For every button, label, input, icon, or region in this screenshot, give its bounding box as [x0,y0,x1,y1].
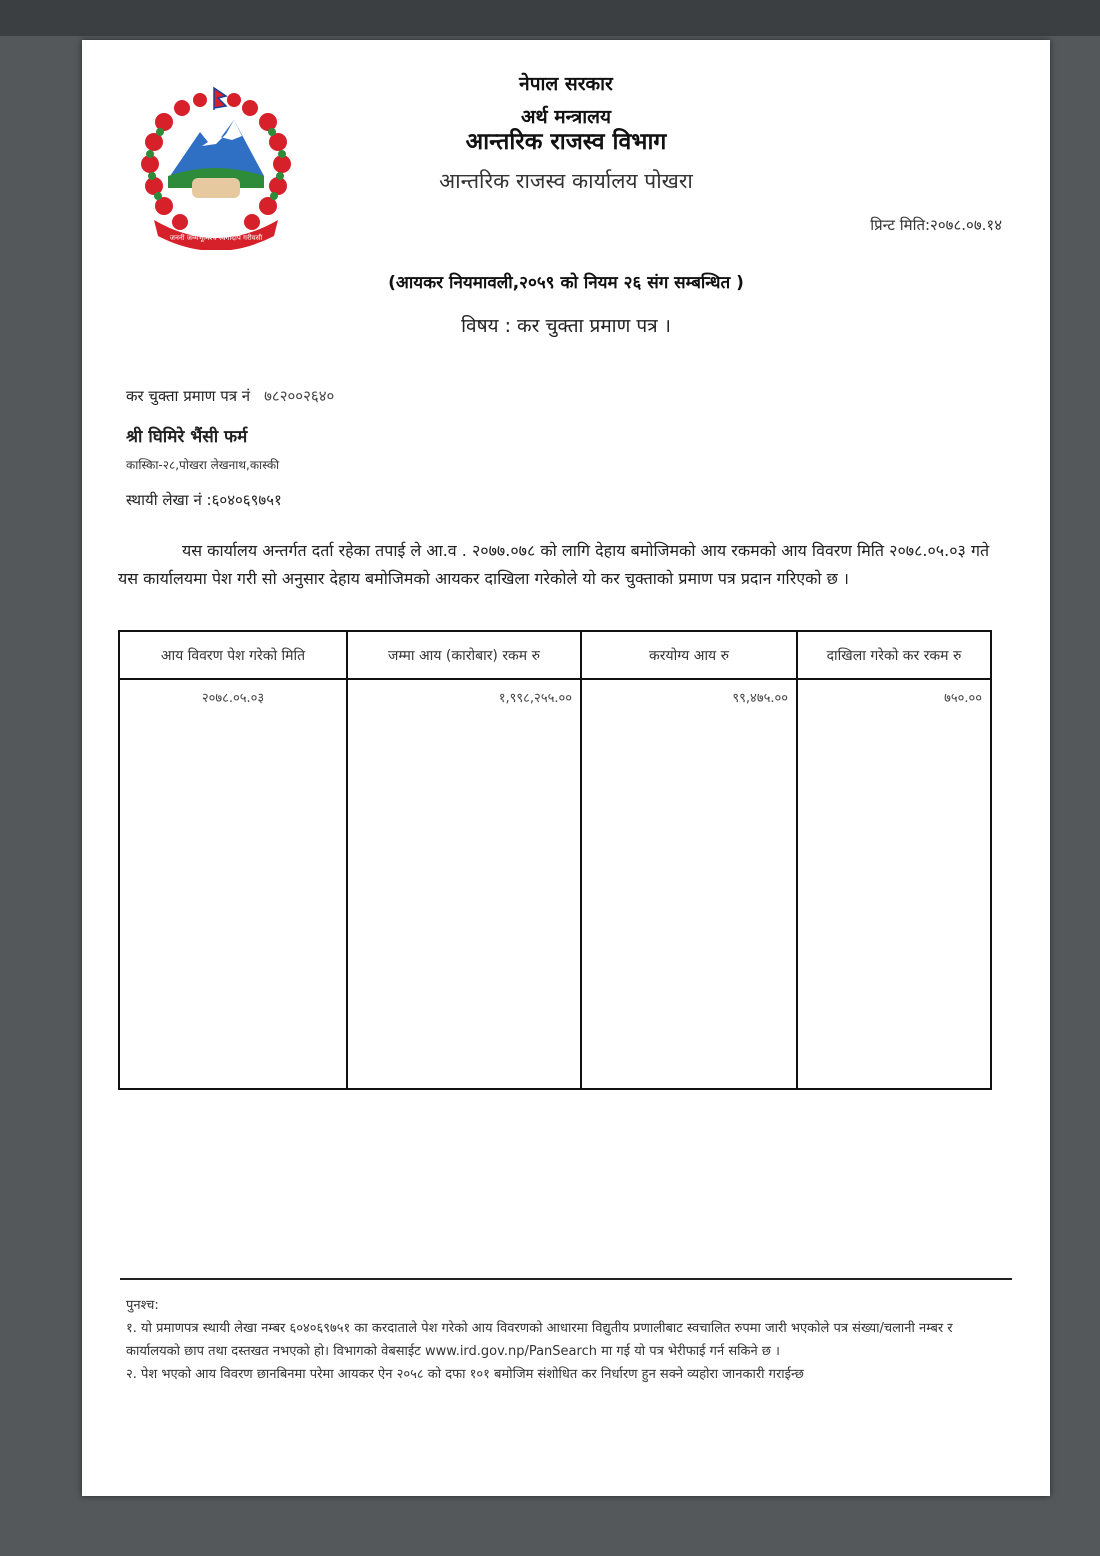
table-row [119,679,991,1089]
header-government: नेपाल सरकार [519,73,613,95]
footnotes [126,1294,1006,1386]
column-header-total-income: जम्मा आय (कारोबार) रकम रु [347,631,581,679]
header-office: आन्तरिक राजस्व कार्यालय पोखरा [439,169,693,193]
footnotes-title: पुनश्च: [126,1298,159,1313]
footnote-item: २. पेश भएको आय विवरण छानबिनमा परेमा आयकर ऐन २०५८ को दफा १०१ बमोजिम संशोधित कर निर्धारण हुन सक्ने व्यहोरा जानकारी गराईन्छ [126,1367,804,1382]
certificate-number-label: कर चुक्ता प्रमाण पत्र नं [126,387,251,405]
emblem-ribbon-text: जननी जन्मभूमिश्च स्वर्गादपि गरीयसी [169,234,263,242]
taxpayer-address: कास्किा-२८,पोखरा लेखनाथ,कास्की [126,458,280,472]
column-header-tax-paid: दाखिला गरेको कर रकम रु [797,631,991,679]
column-header-filing-date: आय विवरण पेश गरेको मिति [119,631,347,679]
pan-label: स्थायी लेखा नं : [126,491,212,509]
cell-tax-paid: ७५०.०० [797,679,991,1089]
viewer-toolbar [0,0,1100,36]
pan-line [126,490,282,510]
document-page [82,40,1050,1496]
document-subject: विषय : कर चुक्ता प्रमाण पत्र । [461,315,671,337]
pan-number: ६०४०६९७५१ [211,491,282,509]
footnote-item: १. यो प्रमाणपत्र स्थायी लेखा नम्बर ६०४०६९७५१ का करदाताले पेश गरेको आय विवरणको आधारमा विद्युतीय प्रणालीबाट स्वचालित रुपमा जारी भएकोले पत्र संख्या/चलानी नम्बर र कार्यालयको छाप तथा दस्तखत नभएको हो। विभागको वेबसाईट www.ird.gov.np/PanSearch मा गई यो पत्र भेरीफाई गर्न सकिने छ । [126,1321,953,1359]
table-header-row [119,631,991,679]
header-ministry: अर्थ मन्त्रालय [520,106,612,128]
taxpayer-name: श्री घिमिरे भैंसी फर्म [126,427,248,447]
footer-divider [120,1278,1012,1280]
cell-filing-date: २०७८.०५.०३ [119,679,347,1089]
certificate-number-line [126,386,334,406]
rule-reference: (आयकर नियमावली,२०५९ को नियम २६ संग सम्बन्धित ) [388,273,744,293]
certificate-paragraph: यस कार्यालय अन्तर्गत दर्ता रहेका तपाई ले आ.व . २०७७.०७८ को लागि देहाय बमोजिमको आय रकमको आय विवरण मिति २०७८.०५.०३ गते यस कार्यालयमा पेश गरी सो अनुसार देहाय बमोजिमको आयकर दाखिला गरेकोले यो कर चुक्ताको प्रमाण पत्र प्रदान गरिएको छ । [118,541,990,588]
cell-total-income: १,९९८,२५५.०० [347,679,581,1089]
header-department: आन्तरिक राजस्व विभाग [465,129,667,155]
cell-taxable-income: ९९,४७५.०० [581,679,797,1089]
column-header-taxable-income: करयोग्य आय रु [581,631,797,679]
tax-details-table [118,630,992,1090]
certificate-number: ७८२००२६४० [264,387,335,405]
print-date: प्रिन्ट मिति:२०७८.०७.१४ [870,216,1002,234]
